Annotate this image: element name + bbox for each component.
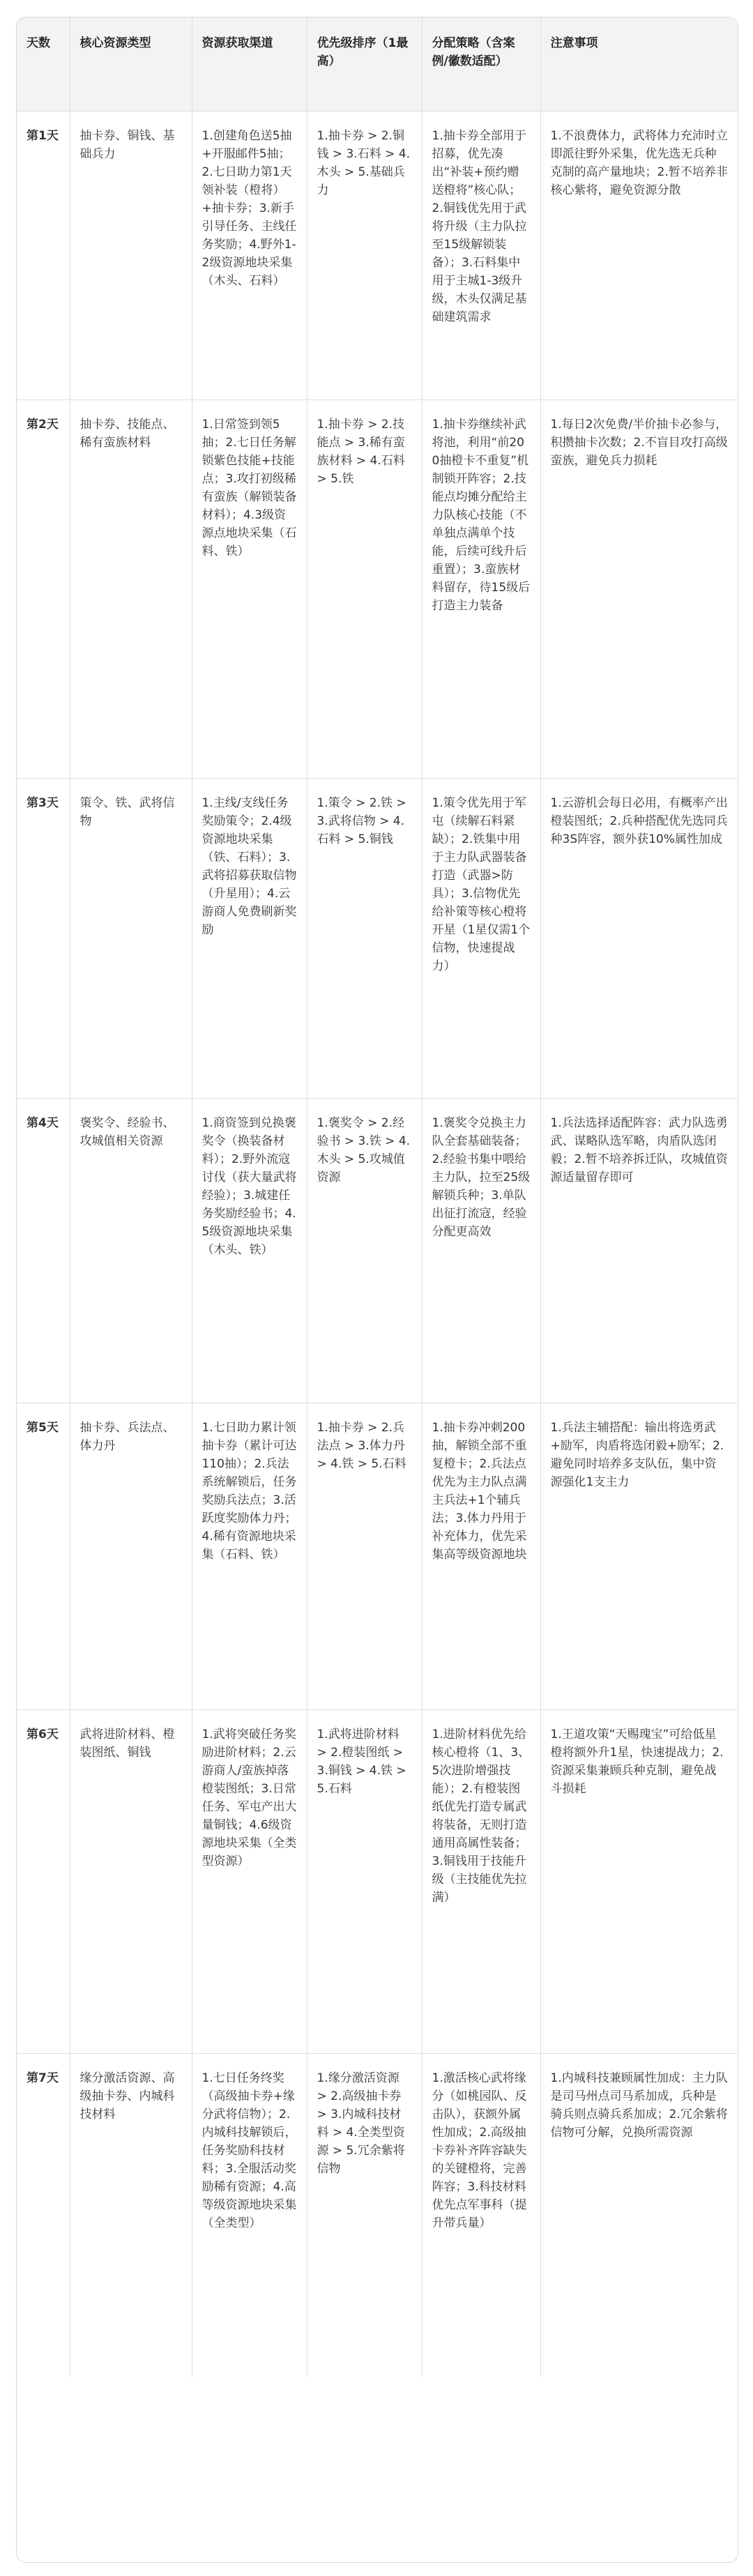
cell-strategy: 1.进阶材料优先给核心橙将（1、3、5次进阶增强技能）；2.有橙装图纸优先打造专属武将装备，无则打造通用高属性装备；3.铜钱用于技能升级（主技能优先拉满） <box>422 1710 540 2054</box>
cell-notes: 1.王道攻策“天赐瑰宝”可给低星橙将额外升1星，快速提战力；2.资源采集兼顾兵种克制，避免战斗损耗 <box>540 1710 738 2054</box>
cell-resource-type: 抽卡券、兵法点、体力丹 <box>70 1403 192 1710</box>
table-row <box>17 400 738 779</box>
cell-channel: 1.商资签到兑换褒奖令（换装备材料）；2.野外流寇讨伐（获大量武将经验）；3.城建任务奖励经验书；4.5级资源地块采集（木头、铁） <box>192 1099 307 1403</box>
table-header-row <box>17 17 738 112</box>
cell-channel: 1.主线/支线任务奖励策令；2.4级资源地块采集（铁、石料）；3.武将招募获取信物（升星用）；4.云游商人免费刷新奖励 <box>192 779 307 1099</box>
cell-strategy: 1.抽卡券全部用于招募，优先凑出“补装+预约赠送橙将”核心队；2.铜钱优先用于武将升级（主力队拉至15级解锁装备）；3.石料集中用于主城1-3级升级，木头仅满足基础建筑需求 <box>422 112 540 400</box>
cell-day: 第3天 <box>17 779 70 1099</box>
table-row <box>17 1710 738 2054</box>
table-row <box>17 779 738 1099</box>
cell-resource-type: 武将进阶材料、橙装图纸、铜钱 <box>70 1710 192 2054</box>
cell-day: 第4天 <box>17 1099 70 1403</box>
header-day: 天数 <box>17 17 70 112</box>
cell-channel: 1.七日助力累计领抽卡券（累计可达110抽）；2.兵法系统解锁后，任务奖励兵法点；3.活跃度奖励体力丹；4.稀有资源地块采集（石料、铁） <box>192 1403 307 1710</box>
cell-priority: 1.策令 > 2.铁 > 3.武将信物 > 4.石料 > 5.铜钱 <box>307 779 422 1099</box>
header-priority: 优先级排序（1最高） <box>307 17 422 112</box>
cell-channel: 1.七日任务终奖（高级抽卡券+缘分武将信物）；2.内城科技解锁后，任务奖励科技材料；3.全服活动奖励稀有资源；4.高等级资源地块采集（全类型） <box>192 2054 307 2377</box>
strategy-table-container <box>16 17 738 2563</box>
cell-resource-type: 策令、铁、武将信物 <box>70 779 192 1099</box>
cell-notes: 1.内城科技兼顾属性加成：主力队是司马州点司马系加成，兵种是骑兵则点骑兵系加成；2.冗余紫将信物可分解，兑换所需资源 <box>540 2054 738 2377</box>
cell-priority: 1.缘分激活资源 > 2.高级抽卡券 > 3.内城科技材料 > 4.全类型资源 > 5.冗余紫将信物 <box>307 2054 422 2377</box>
table-header <box>17 17 738 112</box>
table-row <box>17 1099 738 1403</box>
cell-day: 第2天 <box>17 400 70 779</box>
cell-strategy: 1.抽卡券冲刺200抽，解锁全部不重复橙卡；2.兵法点优先为主力队点满主兵法+1个辅兵法；3.体力丹用于补充体力，优先采集高等级资源地块 <box>422 1403 540 1710</box>
cell-priority: 1.褒奖令 > 2.经验书 > 3.铁 > 4.木头 > 5.攻城值资源 <box>307 1099 422 1403</box>
cell-resource-type: 抽卡券、技能点、稀有蛮族材料 <box>70 400 192 779</box>
header-strategy: 分配策略（含案例/徽数适配） <box>422 17 540 112</box>
table-row <box>17 1403 738 1710</box>
cell-day: 第5天 <box>17 1403 70 1710</box>
table-row <box>17 112 738 400</box>
cell-strategy: 1.策令优先用于军屯（续解石料紧缺）；2.铁集中用于主力队武器装备打造（武器>防具）；3.信物优先给补策等核心橙将开星（1星仅需1个信物，快速提战力） <box>422 779 540 1099</box>
cell-resource-type: 褒奖令、经验书、攻城值相关资源 <box>70 1099 192 1403</box>
header-resource-type: 核心资源类型 <box>70 17 192 112</box>
cell-notes: 1.兵法主辅搭配：输出将选勇武+励军，肉盾将选闭毅+励军；2.避免同时培养多支队伍，集中资源强化1支主力 <box>540 1403 738 1710</box>
cell-notes: 1.云游机会每日必用，有概率产出橙装图纸；2.兵种搭配优先选同兵种3S阵容，额外获10%属性加成 <box>540 779 738 1099</box>
cell-notes: 1.每日2次免费/半价抽卡必参与，积攒抽卡次数；2.不盲目攻打高级蛮族，避免兵力损耗 <box>540 400 738 779</box>
cell-resource-type: 抽卡券、铜钱、基础兵力 <box>70 112 192 400</box>
cell-strategy: 1.抽卡券继续补武将池，利用“前200抽橙卡不重复”机制锁开阵容；2.技能点均摊分配给主力队核心技能（不单独点满单个技能，后续可线升后重置）；3.蛮族材料留存，待15级后打造主力装备 <box>422 400 540 779</box>
cell-strategy: 1.褒奖令兑换主力队全套基础装备；2.经验书集中喂给主力队，拉至25级解锁兵种；3.单队出征打流寇，经验分配更高效 <box>422 1099 540 1403</box>
table-row <box>17 2054 738 2377</box>
cell-channel: 1.武将突破任务奖励进阶材料；2.云游商人/蛮族掉落橙装图纸；3.日常任务、军屯产出大量铜钱；4.6级资源地块采集（全类型资源） <box>192 1710 307 2054</box>
cell-day: 第7天 <box>17 2054 70 2377</box>
cell-priority: 1.抽卡券 > 2.技能点 > 3.稀有蛮族材料 > 4.石料 > 5.铁 <box>307 400 422 779</box>
header-channel: 资源获取渠道 <box>192 17 307 112</box>
cell-priority: 1.抽卡券 > 2.兵法点 > 3.体力丹 > 4.铁 > 5.石料 <box>307 1403 422 1710</box>
header-notes: 注意事项 <box>540 17 738 112</box>
table-body <box>17 112 738 2377</box>
cell-day: 第1天 <box>17 112 70 400</box>
cell-priority: 1.抽卡券 > 2.铜钱 > 3.石料 > 4.木头 > 5.基础兵力 <box>307 112 422 400</box>
cell-channel: 1.创建角色送5抽+开服邮件5抽；2.七日助力第1天领补装（橙将）+抽卡券；3.新手引导任务、主线任务奖励；4.野外1-2级资源地块采集（木头、石料） <box>192 112 307 400</box>
cell-notes: 1.不浪费体力，武将体力充沛时立即派往野外采集，优先选无兵种克制的高产量地块；2.暂不培养非核心紫将，避免资源分散 <box>540 112 738 400</box>
cell-strategy: 1.激活核心武将缘分（如桃园队、反击队），获额外属性加成；2.高级抽卡券补齐阵容缺失的关键橙将，完善阵容；3.科技材料优先点军事科（提升带兵量） <box>422 2054 540 2377</box>
cell-notes: 1.兵法选择适配阵容：武力队选勇武、谋略队选军略，肉盾队选闭毅；2.暂不培养拆迁队，攻城值资源适量留存即可 <box>540 1099 738 1403</box>
cell-channel: 1.日常签到领5抽；2.七日任务解锁紫色技能+技能点；3.攻打初级稀有蛮族（解锁装备材料）；4.3级资源点地块采集（石料、铁） <box>192 400 307 779</box>
cell-priority: 1.武将进阶材料 > 2.橙装图纸 > 3.铜钱 > 4.铁 > 5.石料 <box>307 1710 422 2054</box>
cell-resource-type: 缘分激活资源、高级抽卡券、内城科技材料 <box>70 2054 192 2377</box>
resource-strategy-table <box>17 17 738 2377</box>
cell-day: 第6天 <box>17 1710 70 2054</box>
